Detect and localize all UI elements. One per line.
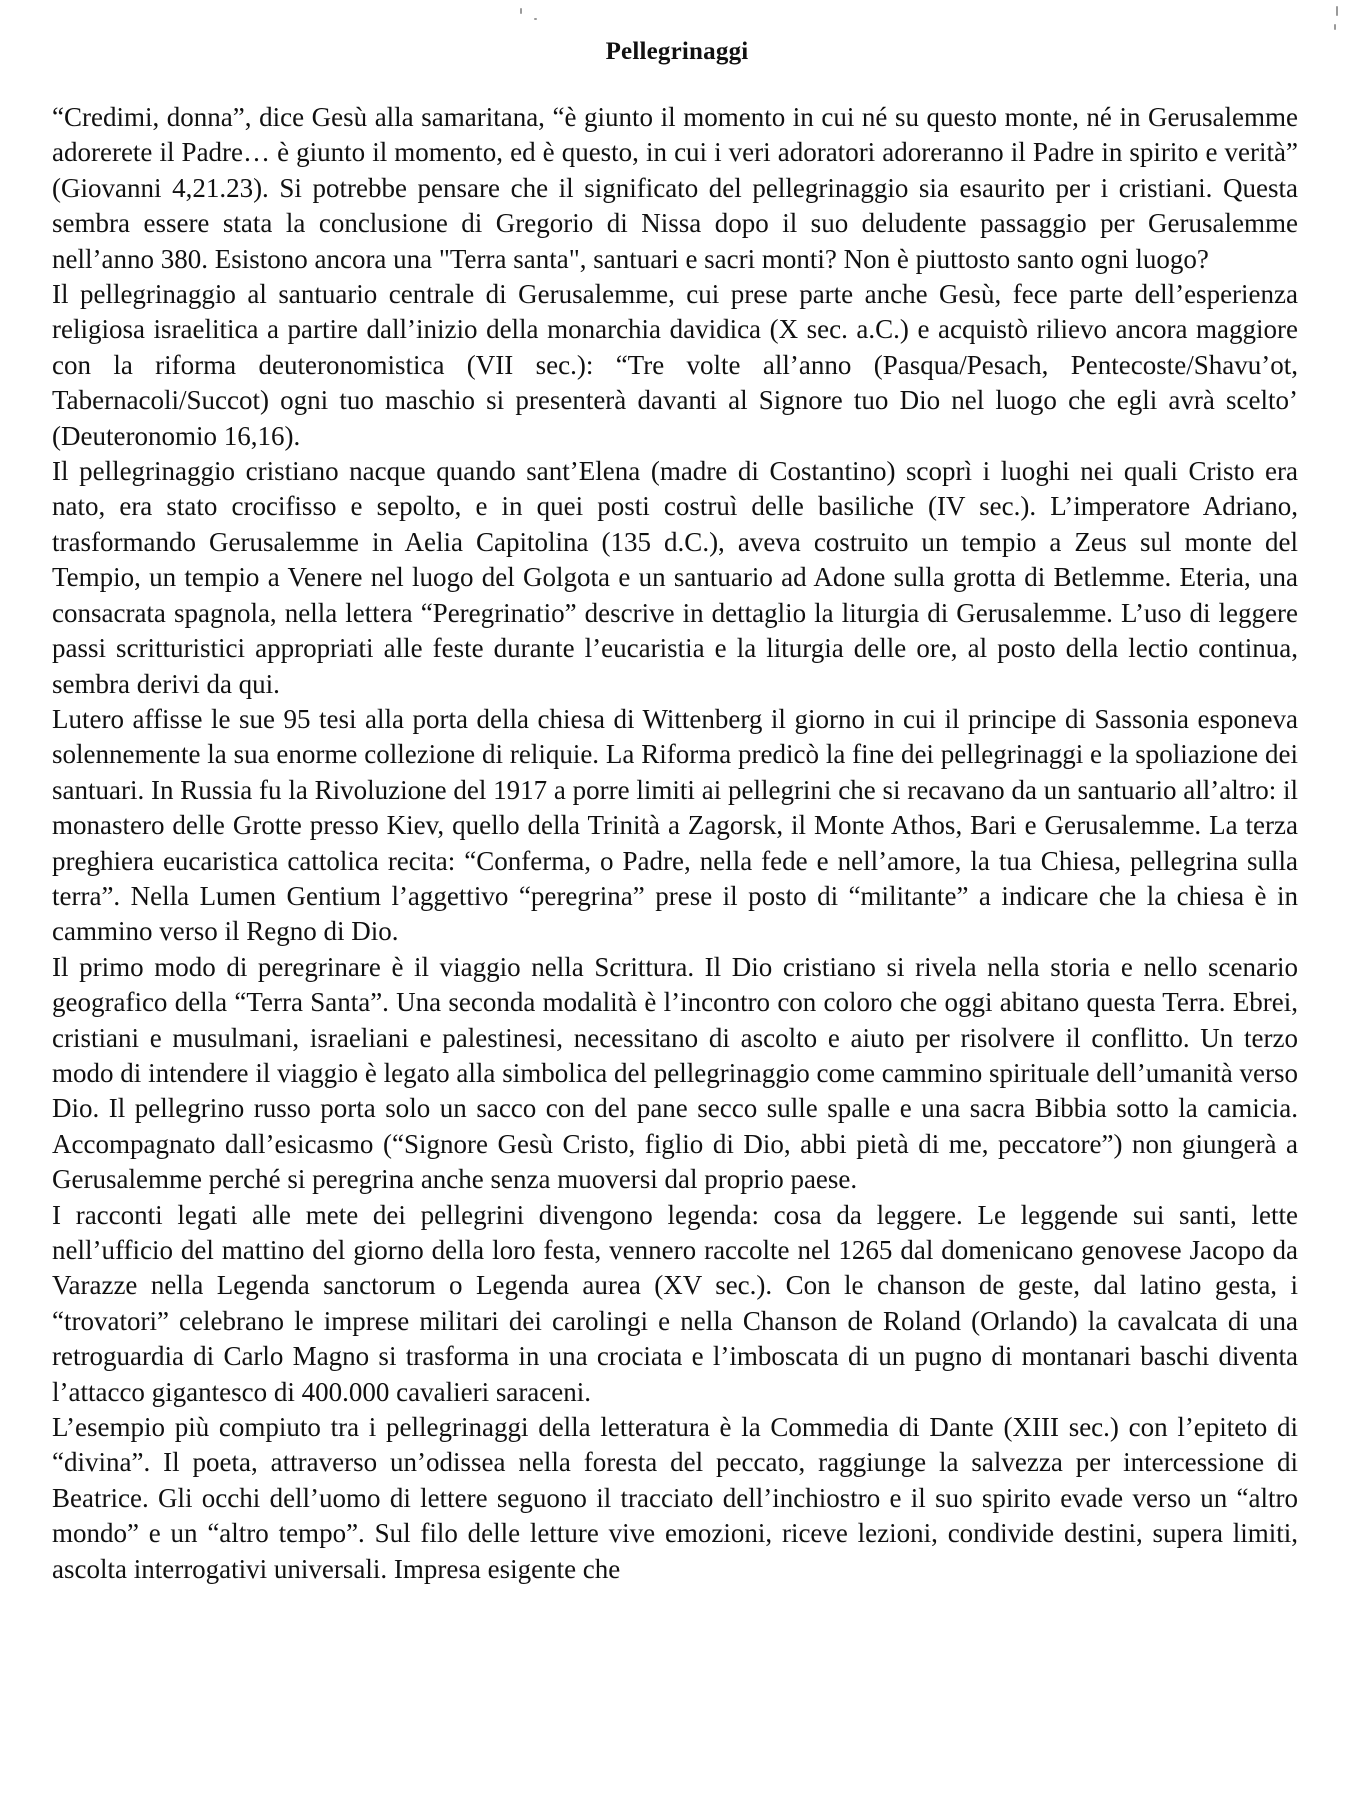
- paragraph-1: “Credimi, donna”, dice Gesù alla samaritana, “è giunto il momento in cui né su questo monte, né in Gerusalemme adorerete il Padre… è giunto il momento, ed è questo, in cui i veri adoratori adoreranno il Padre in spirito e verità” (Giovanni 4,21.23). Si potrebbe pensare che il significato del pellegrinaggio sia esaurito per i cristiani. Questa sembra essere stata la conclusione di Gregorio di Nissa dopo il suo deludente passaggio per Gerusalemme nell’anno 380. Esistono ancora una "Terra santa", santuari e sacri monti? Non è piuttosto santo ogni luogo?: [52, 102, 1298, 274]
- paragraph-2: Il pellegrinaggio al santuario centrale di Gerusalemme, cui prese parte anche Gesù, fece parte dell’esperienza religiosa israelitica a partire dall’inizio della monarchia davidica (X sec. a.C.) e acquistò rilievo ancora maggiore con la riforma deuteronomistica (VII sec.): “Tre volte all’anno (Pasqua/Pesach, Pentecoste/Shavu’ot, Tabernacoli/Succot) ogni tuo maschio si presenterà davanti al Signore tuo Dio nel luogo che egli avrà scelto’ (Deuteronomio 16,16).: [52, 279, 1298, 451]
- paragraph-3: Il pellegrinaggio cristiano nacque quando sant’Elena (madre di Costantino) scoprì i luoghi nei quali Cristo era nato, era stato crocifisso e sepolto, e in quei posti costruì delle basiliche (IV sec.). L’imperatore Adriano, trasformando Gerusalemme in Aelia Capitolina (135 d.C.), aveva costruito un tempio a Zeus sul monte del Tempio, un tempio a Venere nel luogo del Golgota e un santuario ad Adone sulla grotta di Betlemme. Eteria, una consacrata spagnola, nella lettera “Peregrinatio” descrive in dettaglio la liturgia di Gerusalemme. L’uso di leggere passi scritturistici appropriati alle feste durante l’eucaristia e la liturgia delle ore, al posto della lectio continua, sembra derivi da qui.: [52, 456, 1298, 699]
- paragraph-4: Lutero affisse le sue 95 tesi alla porta della chiesa di Wittenberg il giorno in cui il principe di Sassonia esponeva solennemente la sua enorme collezione di reliquie. La Riforma predicò la fine dei pellegrinaggi e la spoliazione dei santuari. In Russia fu la Rivoluzione del 1917 a porre limiti ai pellegrini che si recavano da un santuario all’altro: il monastero delle Grotte presso Kiev, quello della Trinità a Zagorsk, il Monte Athos, Bari e Gerusalemme. La terza preghiera eucaristica cattolica recita: “Conferma, o Padre, nella fede e nell’amore, la tua Chiesa, pellegrina sulla terra”. Nella Lumen Gentium l’aggettivo “peregrina” prese il posto di “militante” a indicare che la chiesa è in cammino verso il Regno di Dio.: [52, 703, 1298, 947]
- scan-speck: [520, 8, 522, 14]
- scan-speck: [534, 18, 537, 20]
- paragraph-7: L’esempio più compiuto tra i pellegrinaggi della letteratura è la Commedia di Dante (XIII sec.) con l’epiteto di “divina”. Il poeta, attraverso un’odissea nella foresta del peccato, raggiunge la salvezza per intercessione di Beatrice. Gli occhi dell’uomo di lettere seguono il tracciato dell’inchiostro e il suo spirito evade verso un “altro mondo” e un “altro tempo”. Sul filo delle letture vive emozioni, riceve lezioni, condivide destini, supera limiti, ascolta interrogativi universali. Impresa esigente che: [52, 1412, 1298, 1584]
- paragraph-5: Il primo modo di peregrinare è il viaggio nella Scrittura. Il Dio cristiano si rivela nella storia e nello scenario geografico della “Terra Santa”. Una seconda modalità è l’incontro con coloro che oggi abitano questa Terra. Ebrei, cristiani e musulmani, israeliani e palestinesi, necessitano di ascolto e aiuto per risolvere il conflitto. Un terzo modo di intendere il viaggio è legato alla simbolica del pellegrinaggio come cammino spirituale dell’umanità verso Dio. Il pellegrino russo porta solo un sacco con del pane secco sulle spalle e una sacra Bibbia sotto la camicia. Accompagnato dall’esicasmo (“Signore Gesù Cristo, figlio di Dio, abbi pietà di me, peccatore”) non giungerà a Gerusalemme perché si peregrina anche senza muoversi dal proprio paese.: [52, 951, 1298, 1195]
- scan-speck: [1336, 6, 1338, 16]
- document-body: [52, 100, 1298, 1587]
- document-title: Pellegrinaggi: [605, 38, 749, 65]
- scan-speck: [1334, 24, 1336, 30]
- paragraph-6: I racconti legati alle mete dei pellegrini divengono legenda: cosa da leggere. Le leggende sui santi, lette nell’ufficio del mattino del giorno della loro festa, vennero raccolte nel 1265 dal domenicano genovese Jacopo da Varazze nella Legenda sanctorum o Legenda aurea (XV sec.). Con le chanson de geste, dal latino gesta, i “trovatori” celebrano le imprese militari dei carolingi e nella Chanson de Roland (Orlando) la cavalcata di una retroguardia di Carlo Magno si trasforma in una crociata e l’imboscata di un pugno di montanari baschi diventa l’attacco gigantesco di 400.000 cavalieri saraceni.: [52, 1199, 1298, 1407]
